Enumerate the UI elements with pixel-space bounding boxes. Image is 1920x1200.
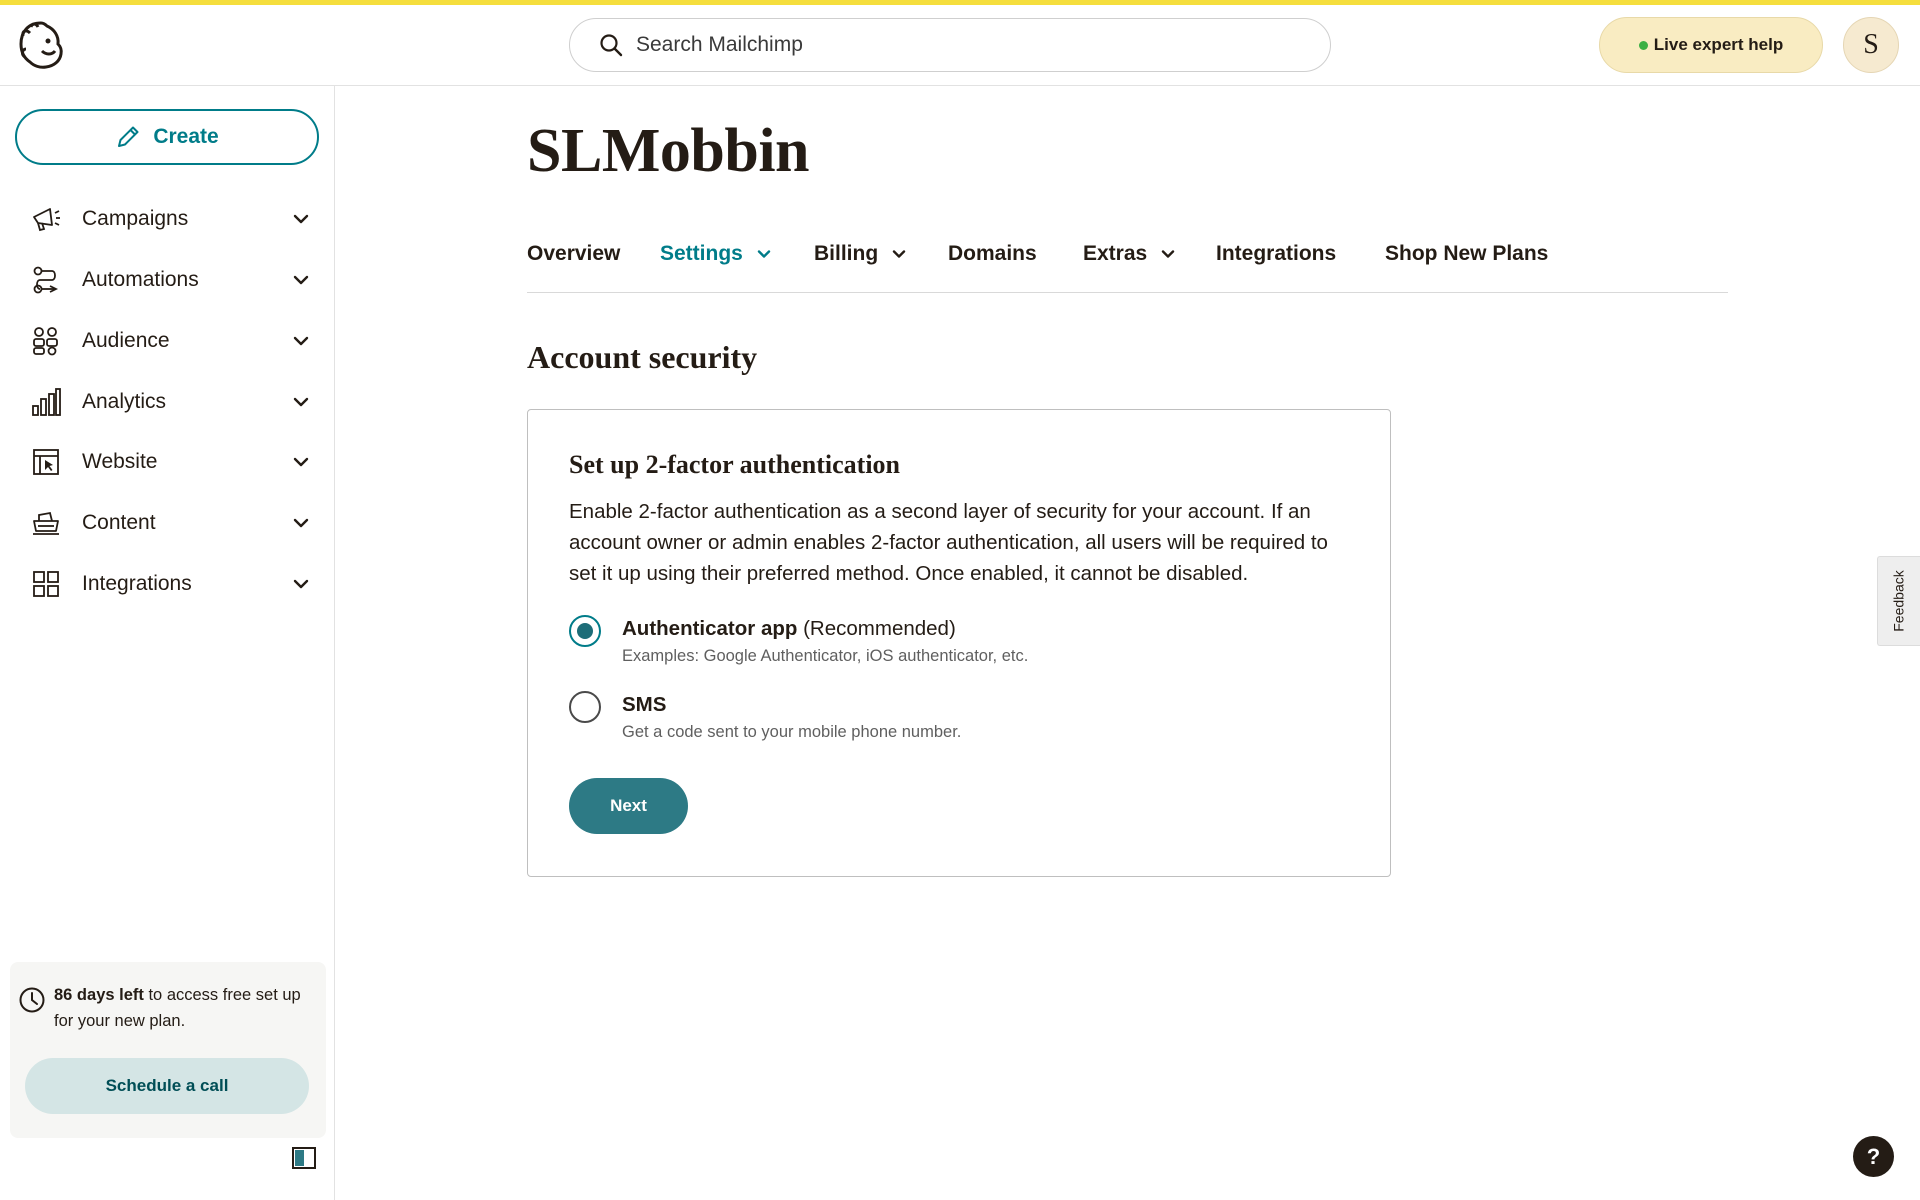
tab-extras[interactable] — [1083, 232, 1177, 276]
promo-text — [54, 982, 322, 1034]
tab-settings[interactable] — [660, 232, 773, 276]
search-input[interactable] — [636, 33, 1296, 57]
sidebar-item-audience[interactable] — [0, 311, 335, 371]
tab-label: Domains — [948, 242, 1037, 265]
account-avatar[interactable]: S — [1843, 17, 1899, 73]
tab-overview[interactable] — [527, 232, 620, 276]
sidebar-item-campaigns[interactable] — [0, 189, 335, 249]
chevron-down-icon[interactable] — [291, 331, 311, 351]
sidebar — [0, 86, 335, 1200]
option-hint: Get a code sent to your mobile phone number. — [622, 723, 962, 741]
tab-label: Overview — [527, 242, 621, 265]
chevron-down-icon[interactable] — [291, 392, 311, 412]
sidebar-item-website[interactable] — [0, 432, 335, 492]
tab-label: Settings — [660, 242, 743, 265]
account-tabs — [527, 232, 1728, 293]
option-hint: Examples: Google Authenticator, iOS authenticator, etc. — [622, 647, 1029, 665]
next-button[interactable]: Next — [569, 778, 688, 834]
help-question-icon[interactable]: ? — [1853, 1136, 1894, 1177]
card-description: Enable 2-factor authentication as a second layer of security for your account. If an account owner or admin enables 2-factor authentication, all users will be required to set it up using their preferred method. Once enabled, it cannot be disabled. — [569, 500, 1328, 585]
option-name: Authenticator app — [622, 617, 798, 640]
sidebar-item-integrations[interactable] — [0, 554, 335, 614]
option-authenticator-app[interactable] — [569, 615, 1349, 675]
schedule-call-button[interactable]: Schedule a call — [25, 1058, 309, 1114]
main-content — [335, 86, 1920, 1200]
chevron-down-icon[interactable] — [291, 452, 311, 472]
chevron-down-icon — [1159, 245, 1177, 263]
option-sms[interactable] — [569, 691, 1349, 751]
clock-icon — [18, 986, 46, 1014]
automations-icon — [30, 264, 62, 296]
sidebar-item-label: Audience — [82, 329, 170, 352]
tab-label: Integrations — [1216, 242, 1337, 265]
two-factor-card — [527, 409, 1391, 877]
bar-chart-icon — [30, 386, 62, 418]
megaphone-icon — [30, 203, 62, 235]
pencil-icon — [115, 124, 141, 150]
chevron-down-icon[interactable] — [291, 574, 311, 594]
audience-icon — [30, 325, 62, 357]
mailchimp-logo-icon[interactable] — [16, 19, 66, 71]
grid-icon — [30, 568, 62, 600]
chevron-down-icon — [890, 245, 908, 263]
sidebar-item-automations[interactable] — [0, 250, 335, 310]
sidebar-collapse-icon[interactable] — [292, 1147, 316, 1169]
sidebar-item-label: Automations — [82, 268, 199, 291]
option-label — [622, 693, 666, 717]
create-button[interactable] — [15, 109, 319, 165]
tab-label: Billing — [814, 242, 879, 265]
search-bar[interactable] — [569, 18, 1331, 72]
sidebar-item-content[interactable] — [0, 493, 335, 553]
chevron-down-icon — [755, 245, 773, 263]
option-name: SMS — [622, 693, 667, 716]
tab-billing[interactable] — [814, 232, 908, 276]
content-icon — [30, 507, 62, 539]
live-expert-help-button[interactable] — [1599, 17, 1823, 73]
chevron-down-icon[interactable] — [291, 513, 311, 533]
sidebar-item-label: Integrations — [82, 572, 192, 595]
free-setup-promo — [10, 962, 326, 1138]
website-icon — [30, 446, 62, 478]
page-title: SLMobbin — [527, 117, 810, 185]
tab-integrations[interactable] — [1216, 232, 1336, 276]
authenticator-app-radio[interactable] — [569, 615, 601, 647]
top-bar — [0, 5, 1920, 86]
tab-label: Shop New Plans — [1385, 242, 1549, 265]
tab-shop-new-plans[interactable] — [1385, 232, 1548, 276]
sms-radio[interactable] — [569, 691, 601, 723]
card-title: Set up 2-factor authentication — [569, 450, 901, 479]
feedback-tab[interactable] — [1877, 556, 1920, 646]
tab-label: Extras — [1083, 242, 1148, 265]
section-title: Account security — [527, 339, 758, 375]
create-label: Create — [153, 125, 219, 148]
promo-message: to access free set up for your new plan. — [54, 986, 301, 1030]
option-suffix: (Recommended) — [797, 617, 956, 640]
feedback-label: Feedback — [1891, 570, 1908, 632]
sidebar-item-label: Content — [82, 511, 156, 534]
sidebar-item-label: Analytics — [82, 390, 167, 413]
promo-days-left: 86 days left — [54, 986, 144, 1004]
online-status-dot — [1639, 41, 1648, 50]
tab-domains[interactable] — [948, 232, 1037, 276]
live-expert-help-label: Live expert help — [1653, 35, 1784, 54]
sidebar-item-label: Campaigns — [82, 207, 189, 230]
search-icon — [598, 32, 624, 58]
option-label — [622, 617, 956, 641]
chevron-down-icon[interactable] — [291, 270, 311, 290]
sidebar-item-analytics[interactable] — [0, 372, 335, 432]
sidebar-item-label: Website — [82, 450, 158, 473]
chevron-down-icon[interactable] — [291, 209, 311, 229]
